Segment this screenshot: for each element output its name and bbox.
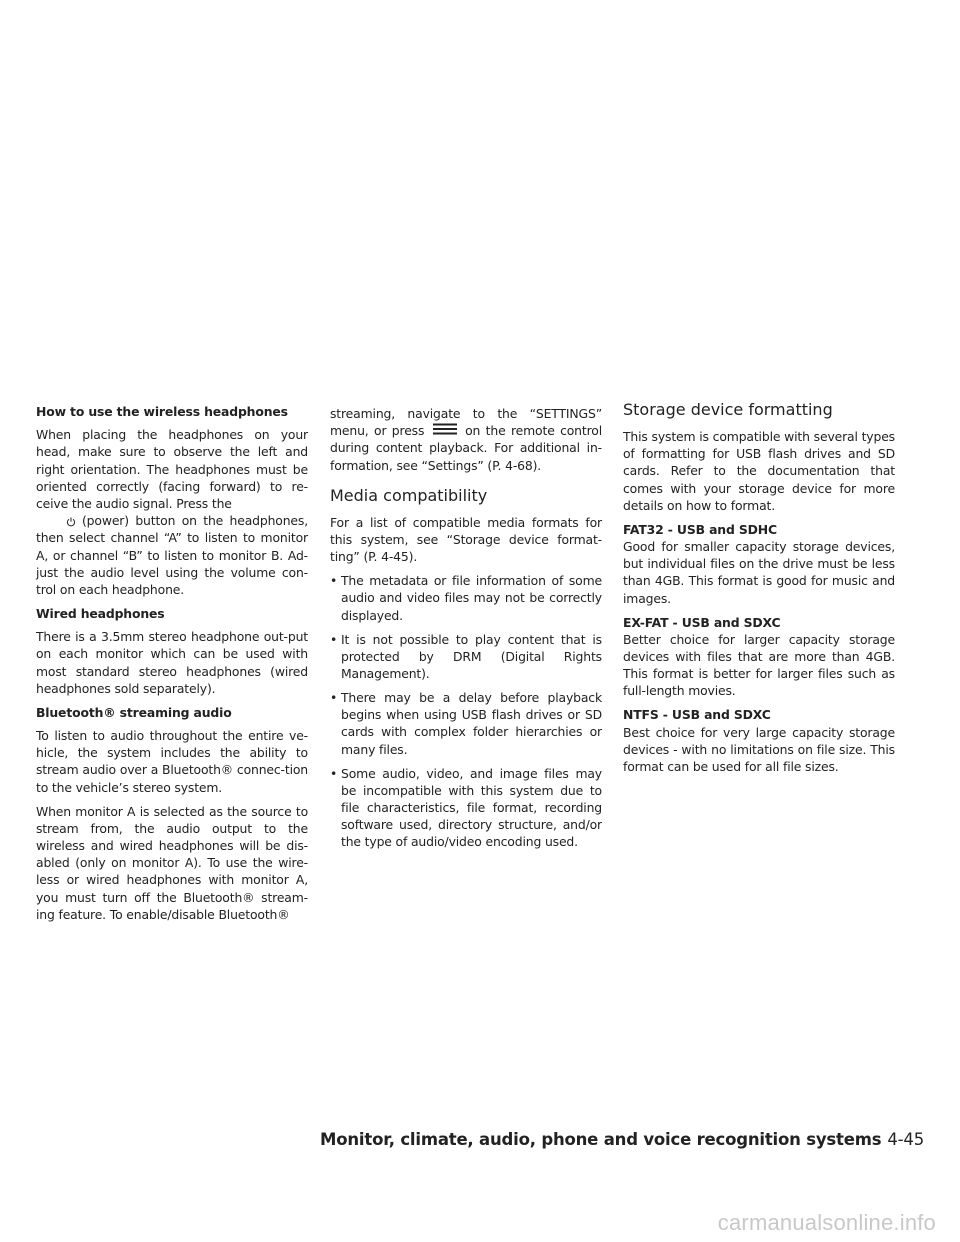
paragraph-ntfs: Best choice for very large capacity storage devices - with no limitations on file size. This format can be used for all file sizes. — [623, 724, 895, 775]
watermark: carmanualsonline.info — [717, 1210, 936, 1235]
media-bullet-list — [330, 572, 602, 850]
power-icon — [66, 517, 76, 527]
bullet-item: • The metadata or file information of some audio and video files may not be correctly displayed. — [330, 572, 602, 624]
page-footer — [320, 1130, 924, 1149]
heading-wired-headphones: Wired headphones — [36, 606, 165, 622]
footer-section-title: Monitor, climate, audio, phone and voice recognition systems — [320, 1130, 882, 1149]
paragraph-exfat: Better choice for larger capacity storage devices with files that are more than 4GB. This format is better for larger files such as full-length movies. — [623, 631, 895, 699]
paragraph-media: For a list of compatible media formats for this system, see “Storage device format-ting” (P. 4-45). — [330, 514, 602, 565]
paragraph-bluetooth-1: To listen to audio throughout the entire ve-hicle, the system includes the ability to stream audio over a Bluetooth® connec-tion to the vehicle’s stereo system. — [36, 728, 308, 795]
paragraph-wireless-part-b: (power) button on the headphones, then select channel “A” to listen to monitor A, or channel “B” to listen to monitor B. Ad-just the audio level using the volume con-trol on each headphone. — [36, 513, 308, 598]
bullet-item: • Some audio, video, and image files may be incompatible with this system due to file characteristics, file format, recording software used, directory structure, and/or the type of audio/video encoding used. — [330, 765, 602, 851]
paragraph-wireless — [36, 426, 308, 598]
paragraph-storage: This system is compatible with several types of formatting for USB flash drives and SD cards. Refer to the documentation that comes with your storage device for more details on how to format. — [623, 429, 895, 513]
column-3 — [623, 400, 895, 782]
bullet-item: • It is not possible to play content that is protected by DRM (Digital Rights Management). — [330, 631, 602, 683]
heading-exfat: EX-FAT - USB and SDXC — [623, 614, 781, 630]
heading-storage-formatting: Storage device formatting — [623, 400, 833, 419]
menu-icon — [433, 423, 457, 435]
heading-bluetooth-audio: Bluetooth® streaming audio — [36, 704, 232, 720]
paragraph-bluetooth-2: When monitor A is selected as the source to stream from, the audio output to the wireless and wired headphones will be dis-abled (only on monitor A). To use the wire-less or wired headphones with monitor A, you must turn off the Bluetooth® stream-ing feature. To enable/disable Bluetooth® — [36, 803, 308, 922]
heading-wireless-headphones: How to use the wireless headphones — [36, 404, 288, 419]
heading-media-compatibility: Media compatibility — [330, 485, 488, 505]
column-2 — [330, 405, 602, 857]
paragraph-continued-part-a: streaming, navigate to the “SETTINGS” menu, or press — [330, 406, 602, 439]
bullet-item: • There may be a delay before playback begins when using USB flash drives or SD cards with complex folder hierarchies or many files. — [330, 689, 602, 758]
column-1 — [36, 403, 308, 930]
paragraph-fat32: Good for smaller capacity storage devices, but individual files on the drive must be less than 4GB. This format is good for music and images. — [623, 539, 895, 606]
paragraph-continued — [330, 405, 602, 474]
heading-ntfs: NTFS - USB and SDXC — [623, 707, 771, 723]
page-number: 4-45 — [887, 1130, 924, 1149]
paragraph-wireless-part-a: When placing the headphones on your head, make sure to observe the left and right orientation. The headphones must be oriented correctly (facing forward) to re-ceive the audio signal. Press the — [36, 427, 308, 512]
paragraph-continued-part-b: on the remote control during content playback. For additional in-formation, see “Settings” (P. 4-68). — [330, 423, 602, 473]
paragraph-wired: There is a 3.5mm stereo headphone out-put on each monitor which can be used with most standard stereo headphones (wired headphones sold separately). — [36, 629, 308, 696]
heading-fat32: FAT32 - USB and SDHC — [623, 521, 777, 537]
